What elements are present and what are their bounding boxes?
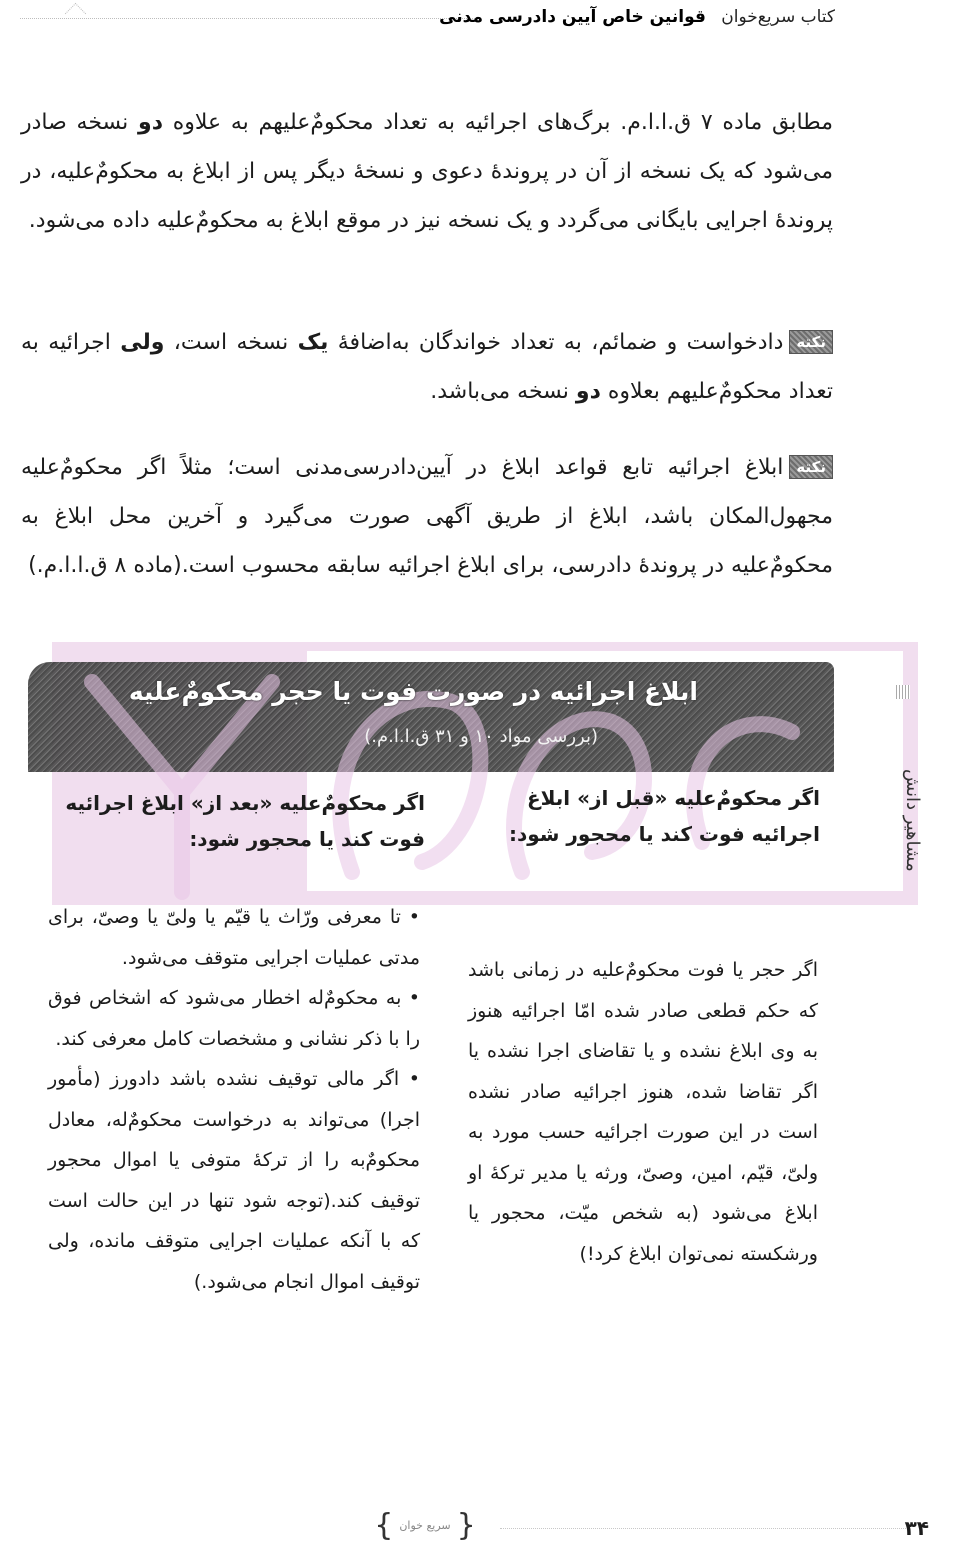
- paragraph-1: [21, 98, 833, 245]
- body-text: اگر حجر یا فوت محکومٌ‌علیه در زمانی باشد که حکم قطعی صادر شده امّا اجرائیه هنوز به وی ابلاغ نشده و یا تقاضای اجرا نشده یا اگر تقاضا شده، هنوز اجرائیه صادر نشده است در این صورت اجرائیه حسب مورد به ولیّ، قیّم، امین، وصیّ، ورثه یا مدیر ترکهٔ او ابلاغ می‌شود (به شخص میّت، محجور یا ورشکسته نمی‌توان ابلاغ کرد!): [468, 959, 818, 1265]
- note-paragraph-2: [21, 443, 833, 590]
- side-mark-icon: [896, 685, 910, 699]
- series-name: کتاب سریع‌خوان: [721, 7, 835, 27]
- bullet-item: • اگر مالی توقیف نشده باشد دادورز (مأمور اجرا) می‌تواند به درخواست محکومٌ‌له، معادل محکومٌ‌به را از ترکهٔ متوفی یا اموال محجور توقیف کند.(توجه شود تنها در این حالت است که با آنکه عملیات اجرایی متوقف مانده، ولی توقیف اموال انجام می‌شود.): [48, 1068, 420, 1293]
- column-heading-before: اگر محکومٌ‌علیه «قبل از» ابلاغ اجرائیه فوت کند یا محجور شود:: [508, 786, 820, 846]
- bullet-item: • به محکومٌ‌له اخطار می‌شود که اشخاص فوق را با ذکر نشانی و مشخصات کامل معرفی کند.: [48, 987, 420, 1050]
- column-after-body: [48, 897, 420, 1302]
- section-title: ابلاغ اجرائیه در صورت فوت یا حجر محکومٌ‌علیه: [128, 677, 698, 706]
- bullet-item: • تا معرفی ورّاث یا قیّم یا ولیّ یا وصیّ، برای مدتی عملیات اجرایی متوقف می‌شود.: [48, 906, 420, 969]
- text-run: نسخه صادر می‌شود که یک نسخه از آن در پروندهٔ دعوی و نسخهٔ دیگر پس از ابلاغ به محکومٌ‌علیه، در پروندهٔ اجرایی بایگانی می‌گردد و یک نسخه نیز در موقع ابلاغ به محکومٌ‌علیه داده می‌شود.: [21, 110, 833, 233]
- book-title: قوانین خاص آیین دادرسی مدنی: [439, 7, 706, 27]
- text-run: نسخه است،: [164, 330, 298, 355]
- footer-logo-text: سریع خوان: [399, 1519, 451, 1532]
- note-paragraph-1: [21, 318, 833, 416]
- text-run: ابلاغ اجرائیه تابع قواعد ابلاغ در آیین‌دادرسی‌مدنی است؛ مثلاً اگر محکومٌ‌علیه مجهول‌المکان باشد، ابلاغ از طریق آگهی صورت می‌گیرد و آخرین محل ابلاغ به محکومٌ‌علیه در پروندهٔ دادرسی، برای ابلاغ اجرائیه سابقه محسوب است.(ماده ۸ ق.ا.ا.م.): [21, 455, 833, 578]
- header-ornament-rule: [20, 18, 475, 21]
- note-badge: نکته: [789, 455, 833, 479]
- footer-rule: [500, 1528, 910, 1529]
- bold-run: دو: [575, 379, 601, 404]
- bold-run: یک: [297, 330, 329, 355]
- section-subtitle: (بررسی مواد ۱۰ و ۳۱ ق.ا.ا.م.): [364, 726, 598, 747]
- header-title: [439, 2, 835, 32]
- column-before-body: [468, 950, 818, 1274]
- column-heading-after: اگر محکومٌ‌علیه «بعد از» ابلاغ اجرائیه فوت کند یا محجور شود:: [65, 791, 425, 851]
- page-number: ۳۴: [904, 1516, 929, 1540]
- brace-right-icon: }: [456, 1508, 476, 1543]
- brace-left-icon: {: [374, 1508, 394, 1543]
- note-badge: نکته: [789, 330, 833, 354]
- text-run: دادخواست و ضمائم، به تعداد خواندگان به‌اضافهٔ: [328, 330, 784, 355]
- side-label: مشاهیر دانش: [902, 769, 923, 872]
- text-run: اجرائیه به تعداد محکومٌ‌علیهم بعلاوه: [21, 330, 833, 404]
- bold-run: دو: [138, 110, 163, 135]
- bold-run: ولی: [120, 330, 165, 355]
- text-run: نسخه می‌باشد.: [430, 379, 576, 404]
- running-header: [0, 0, 965, 36]
- text-run: مطابق ماده ۷ ق.ا.ا.م. برگ‌های اجرائیه به تعداد محکومٌ‌علیهم به علاوه: [163, 110, 833, 135]
- footer-logo: [360, 1508, 490, 1544]
